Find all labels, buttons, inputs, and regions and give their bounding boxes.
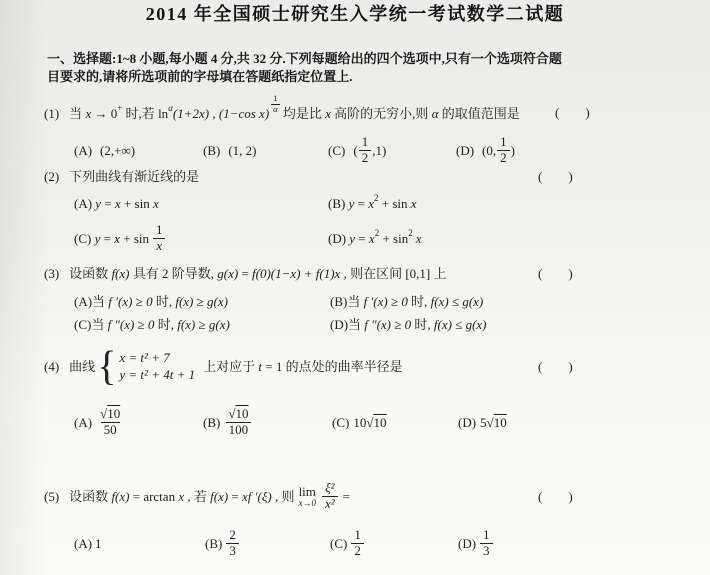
- square-root: [366, 415, 386, 430]
- fraction-denominator: 100: [226, 422, 252, 438]
- radical-sign: √: [228, 405, 236, 421]
- question-2-option-d: [328, 229, 422, 247]
- fraction-numerator: 2: [229, 526, 236, 542]
- text-run: 时,: [407, 293, 431, 309]
- math-run: f(x): [111, 488, 130, 504]
- text-run: (C): [328, 142, 346, 158]
- text-run: =: [354, 195, 369, 211]
- text-run: = arctan: [129, 488, 179, 504]
- question-5-stem: [44, 476, 350, 516]
- text-run: 具有 2 阶导数,: [129, 265, 218, 281]
- fraction-denominator: 50: [101, 422, 120, 438]
- text-run: (D): [456, 142, 475, 158]
- text-run: ,1): [372, 142, 387, 158]
- fraction: [359, 135, 372, 166]
- text-run: =: [100, 230, 115, 246]
- square-root: [100, 406, 120, 421]
- radicand: 10: [493, 414, 507, 430]
- text-run: 曲线: [69, 358, 96, 374]
- system-equation-row: y = t² + 4t + 1: [119, 367, 196, 382]
- text-run: 0: [110, 105, 118, 121]
- question-2-stem: [44, 167, 199, 185]
- math-run: x: [114, 195, 121, 211]
- math-run: g(x): [217, 265, 239, 281]
- text-run: (D): [328, 230, 350, 246]
- system-equation-row: x = t² + 7: [119, 350, 170, 365]
- square-root: [487, 415, 507, 430]
- text-run: 时,若: [122, 105, 159, 121]
- limit-subscript: x→0: [298, 497, 316, 508]
- math-run: f ″(x) ≥ 0: [364, 316, 412, 332]
- question-3-option-d: [330, 315, 487, 333]
- fraction: [226, 528, 239, 559]
- question-2-answer-blank: [538, 167, 573, 185]
- math-run: f(x) ≥ g(x): [175, 293, 228, 309]
- math-run: f ′(x) ≥ 0: [108, 293, 153, 309]
- text-run: ): [568, 168, 573, 184]
- question-5-option-d: [458, 525, 494, 561]
- square-root: [228, 406, 248, 421]
- math-run: x: [410, 195, 417, 211]
- text-run: , 则在区间 [0,1] 上: [340, 265, 447, 281]
- math-run: x: [368, 195, 374, 211]
- math-run: f(x): [210, 488, 229, 504]
- text-run: 上对应于: [203, 358, 259, 374]
- text-run: =: [101, 195, 115, 211]
- text-run: (: [555, 104, 560, 120]
- text-run: =: [238, 265, 253, 281]
- radicand: 10: [373, 414, 387, 430]
- fraction-numerator: 1: [354, 526, 361, 542]
- text-run: (5): [44, 488, 60, 504]
- question-1-stem: [44, 92, 520, 128]
- question-4-stem: [44, 344, 403, 388]
- text-run: (: [538, 265, 543, 281]
- text-run: 当: [69, 105, 86, 121]
- math-run: f(x): [111, 265, 130, 281]
- math-run: y: [348, 195, 355, 211]
- text-run: (3): [44, 265, 60, 281]
- math-run: (1−cos x): [218, 105, 270, 121]
- text-run: + sin: [378, 195, 411, 211]
- math-run: α: [431, 105, 439, 121]
- question-3-answer-blank: [538, 264, 573, 282]
- fraction-numerator: [225, 407, 251, 422]
- text-run: ): [568, 488, 573, 504]
- radical-sign: √: [486, 414, 494, 430]
- question-4-option-d: [458, 404, 507, 440]
- question-5-answer-blank: [538, 487, 573, 505]
- fraction: [322, 481, 338, 512]
- fraction-denominator: α: [273, 103, 278, 114]
- text-run: (D)当: [330, 316, 365, 332]
- superscript: +: [117, 102, 123, 113]
- text-run: (B): [205, 535, 223, 551]
- text-run: (2,+∞): [100, 142, 136, 158]
- text-run: (C)当: [74, 316, 108, 332]
- text-run: (: [353, 142, 358, 158]
- fraction: [480, 528, 493, 559]
- text-run: (D): [458, 414, 477, 430]
- question-5-option-c: [330, 525, 365, 561]
- question-4-answer-blank: [538, 357, 573, 375]
- fraction-numerator: 1: [273, 92, 278, 103]
- question-4-option-c: [332, 404, 386, 440]
- math-run: x: [85, 105, 92, 121]
- math-run: x: [178, 488, 185, 504]
- text-run: 的取值范围是: [438, 105, 520, 121]
- math-run: f(x) ≥ g(x): [177, 316, 230, 332]
- text-run: 下列曲线有渐近线的是: [69, 168, 200, 184]
- math-run: (1+2x): [172, 105, 210, 121]
- fraction-numerator: 1: [156, 221, 163, 237]
- fraction-numerator: 1: [483, 526, 490, 542]
- text-run: ): [510, 142, 515, 158]
- fraction-numerator: 1: [361, 133, 369, 149]
- text-run: + sin: [120, 195, 153, 211]
- question-4-option-b: [203, 404, 252, 440]
- text-run: ): [585, 104, 590, 120]
- text-run: (B): [328, 195, 349, 211]
- question-2-option-b: [328, 194, 417, 212]
- text-run: (A): [74, 195, 96, 211]
- question-3-option-b: [330, 292, 483, 310]
- question-5-option-a: [74, 525, 102, 561]
- question-3-option-a: [74, 292, 228, 310]
- text-run: + sin: [379, 230, 409, 246]
- math-run: xf ′(ξ): [242, 488, 272, 504]
- text-run: , 若: [184, 488, 211, 504]
- fraction-denominator: x: [153, 238, 165, 254]
- fraction: [351, 528, 364, 559]
- question-1-option-d: [456, 133, 515, 167]
- fraction-denominator: x²: [322, 496, 338, 512]
- radical-sign: √: [366, 414, 374, 430]
- text-run: (1, 2): [228, 142, 257, 158]
- math-run: y: [349, 230, 356, 246]
- text-run: ): [568, 358, 573, 374]
- text-run: (2): [44, 168, 60, 184]
- text-run: (C): [332, 414, 350, 430]
- text-run: (C): [330, 535, 348, 551]
- equation-system: [97, 342, 196, 389]
- text-run: ln: [158, 105, 169, 121]
- math-run: x: [415, 230, 422, 246]
- text-run: 时,: [152, 293, 176, 309]
- text-run: 1: [95, 535, 102, 551]
- math-run: x: [152, 195, 159, 211]
- text-run: (A): [74, 535, 93, 551]
- fraction: [97, 407, 123, 438]
- text-run: 5: [480, 414, 487, 430]
- fraction: [497, 135, 510, 166]
- fraction-numerator: ξ²: [325, 479, 335, 495]
- math-run: y: [95, 195, 102, 211]
- question-3-stem: [44, 264, 447, 282]
- text-run: (B): [203, 142, 221, 158]
- radicand: 10: [107, 405, 121, 421]
- math-run: x: [325, 105, 331, 121]
- text-run: 设函数: [69, 265, 112, 281]
- question-2-option-c: [74, 221, 167, 255]
- question-5-option-b: [205, 525, 240, 561]
- text-run: =: [355, 230, 369, 246]
- limit-word: lim: [298, 483, 316, 499]
- fraction-denominator: 3: [480, 543, 493, 559]
- text-run: ): [568, 265, 573, 281]
- text-run: (4): [44, 358, 60, 374]
- superscript: 2: [374, 192, 379, 203]
- question-2-option-a: [74, 194, 159, 212]
- superscript: 2: [408, 227, 413, 238]
- math-run: y: [94, 230, 101, 246]
- math-run: t: [258, 358, 262, 374]
- text-run: 设函数: [69, 488, 112, 504]
- superscript: α: [168, 102, 173, 113]
- exam-title: 2014 年全国硕士研究生入学统一考试数学二试题: [145, 4, 565, 24]
- fraction-denominator: 2: [351, 543, 364, 559]
- text-run: 均是比: [279, 105, 326, 121]
- system-equations: [119, 349, 195, 383]
- question-4-option-a: [74, 404, 124, 440]
- text-run: (: [538, 168, 543, 184]
- fraction: [225, 407, 251, 438]
- text-run: ,: [209, 105, 219, 121]
- fraction: [271, 94, 279, 115]
- question-1-option-b: [203, 133, 257, 167]
- math-run: f ′(x) ≥ 0: [363, 293, 408, 309]
- text-run: →: [91, 105, 111, 121]
- math-run: f(0)(1−x) + f(1)x: [252, 265, 341, 281]
- fraction-denominator: 3: [226, 543, 239, 559]
- text-run: (B): [203, 414, 221, 430]
- limit-operator: [298, 485, 316, 508]
- fraction-denominator: 2: [359, 150, 372, 166]
- text-run: (0,: [482, 142, 497, 158]
- text-run: =: [342, 488, 350, 504]
- math-run: f(x) ≤ g(x): [430, 293, 484, 309]
- text-run: (A)当: [74, 293, 109, 309]
- text-run: (C): [74, 230, 95, 246]
- system-brace: {: [97, 342, 117, 389]
- text-run: 时,: [154, 316, 178, 332]
- text-run: (: [538, 358, 543, 374]
- text-run: =: [228, 488, 243, 504]
- text-run: 10: [353, 414, 367, 430]
- text-run: , 则: [271, 488, 295, 504]
- fraction-denominator: 2: [497, 150, 510, 166]
- section-instructions-line-2: 目要求的,请将所选项前的字母填在答题纸指定位置上.: [47, 69, 353, 84]
- question-1-answer-blank: [555, 103, 590, 121]
- question-3-option-c: [74, 315, 230, 333]
- question-1-option-c: [328, 133, 386, 167]
- text-run: (A): [74, 142, 93, 158]
- text-run: (A): [74, 414, 93, 430]
- text-run: = 1 的点处的曲率半径是: [262, 358, 403, 374]
- text-run: 高阶的无穷小,则: [330, 105, 432, 121]
- text-run: (B)当: [330, 293, 364, 309]
- radicand: 10: [235, 405, 249, 421]
- math-run: x: [368, 230, 375, 246]
- text-run: (1): [44, 105, 60, 121]
- text-run: + sin: [120, 230, 150, 246]
- question-1-option-a: [74, 133, 135, 167]
- radical-sign: √: [100, 405, 108, 421]
- superscript: 2: [374, 227, 380, 238]
- text-run: (: [538, 488, 543, 504]
- section-instructions-line-1: 一、选择题:1~8 小题,每小题 4 分,共 32 分.下列每题给出的四个选项中,只有一个选项符合题: [47, 51, 562, 66]
- fraction-numerator: [97, 407, 123, 422]
- math-run: f ″(x) ≥ 0: [107, 316, 155, 332]
- fraction: [153, 223, 166, 254]
- text-run: 时,: [411, 316, 434, 332]
- text-run: (D): [458, 535, 477, 551]
- fraction-numerator: 1: [500, 133, 507, 149]
- math-run: x: [114, 230, 120, 246]
- math-run: f(x) ≤ g(x): [433, 316, 487, 332]
